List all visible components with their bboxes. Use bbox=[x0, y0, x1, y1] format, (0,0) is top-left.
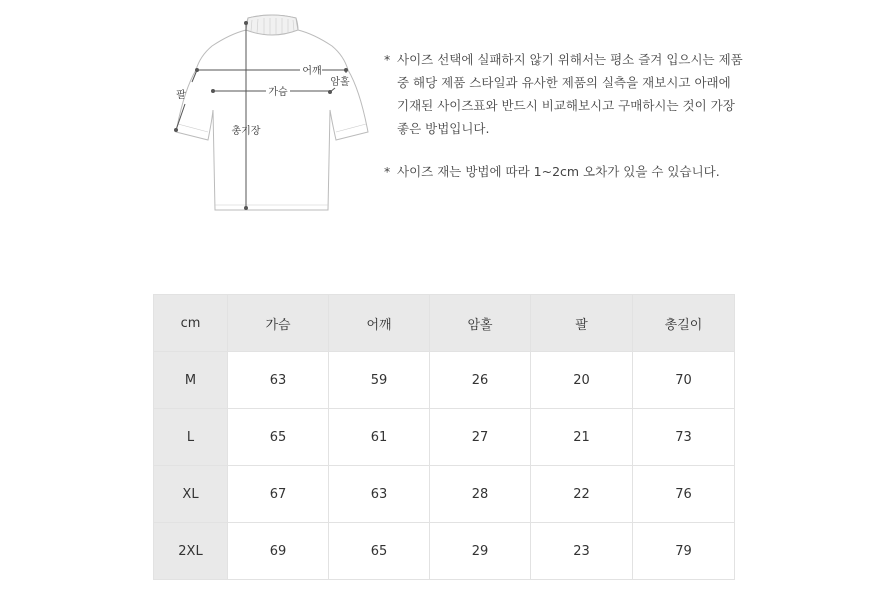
table-row bbox=[154, 352, 735, 409]
note-item bbox=[384, 160, 744, 183]
note-text: 사이즈 선택에 실패하지 않기 위해서는 평소 즐겨 입으시는 제품 중 해당 제품 스타일과 유사한 제품의 실측을 재보시고 아래에 기재된 사이즈표와 반드시 비교해보시고 구매하시는 것이 가장 좋은 방법입니다. bbox=[397, 52, 743, 136]
tshirt-outline-svg bbox=[160, 10, 380, 220]
table-cell: 76 bbox=[633, 466, 735, 523]
header-chest: 가슴 bbox=[228, 295, 329, 352]
size-label: XL bbox=[154, 466, 228, 523]
label-sleeve: 팔 bbox=[176, 90, 186, 101]
size-label: M bbox=[154, 352, 228, 409]
label-chest: 가슴 bbox=[268, 87, 288, 98]
table-cell: 63 bbox=[329, 466, 430, 523]
table-cell: 29 bbox=[430, 523, 531, 580]
label-shoulder: 어깨 bbox=[302, 66, 322, 77]
tshirt-measurement-diagram bbox=[160, 10, 380, 220]
header-shoulder: 어깨 bbox=[329, 295, 430, 352]
tshirt-collar bbox=[246, 15, 298, 35]
table-cell: 28 bbox=[430, 466, 531, 523]
table-cell: 21 bbox=[531, 409, 633, 466]
table-cell: 79 bbox=[633, 523, 735, 580]
table-cell: 65 bbox=[228, 409, 329, 466]
header-unit: cm bbox=[154, 295, 228, 352]
table-cell: 59 bbox=[329, 352, 430, 409]
header-armhole: 암홀 bbox=[430, 295, 531, 352]
table-header-row bbox=[154, 295, 735, 352]
note-marker: * bbox=[384, 52, 391, 67]
table-row bbox=[154, 523, 735, 580]
table-cell: 63 bbox=[228, 352, 329, 409]
note-marker: * bbox=[384, 164, 391, 179]
note-item bbox=[384, 48, 744, 140]
header-sleeve: 팔 bbox=[531, 295, 633, 352]
table-cell: 70 bbox=[633, 352, 735, 409]
table-cell: 61 bbox=[329, 409, 430, 466]
table-cell: 27 bbox=[430, 409, 531, 466]
table-row bbox=[154, 409, 735, 466]
table-cell: 69 bbox=[228, 523, 329, 580]
table-cell: 65 bbox=[329, 523, 430, 580]
size-table bbox=[153, 294, 735, 580]
table-cell: 26 bbox=[430, 352, 531, 409]
table-cell: 20 bbox=[531, 352, 633, 409]
size-label: L bbox=[154, 409, 228, 466]
table-cell: 67 bbox=[228, 466, 329, 523]
size-label: 2XL bbox=[154, 523, 228, 580]
tshirt-body-outline bbox=[176, 15, 368, 210]
label-total-length: 총기장 bbox=[231, 126, 261, 137]
size-notes bbox=[384, 48, 744, 183]
note-text: 사이즈 재는 방법에 따라 1~2cm 오차가 있을 수 있습니다. bbox=[397, 164, 720, 179]
table-cell: 73 bbox=[633, 409, 735, 466]
table-cell: 23 bbox=[531, 523, 633, 580]
label-armhole: 암홀 bbox=[330, 77, 350, 88]
header-total-length: 총길이 bbox=[633, 295, 735, 352]
table-row bbox=[154, 466, 735, 523]
table-cell: 22 bbox=[531, 466, 633, 523]
